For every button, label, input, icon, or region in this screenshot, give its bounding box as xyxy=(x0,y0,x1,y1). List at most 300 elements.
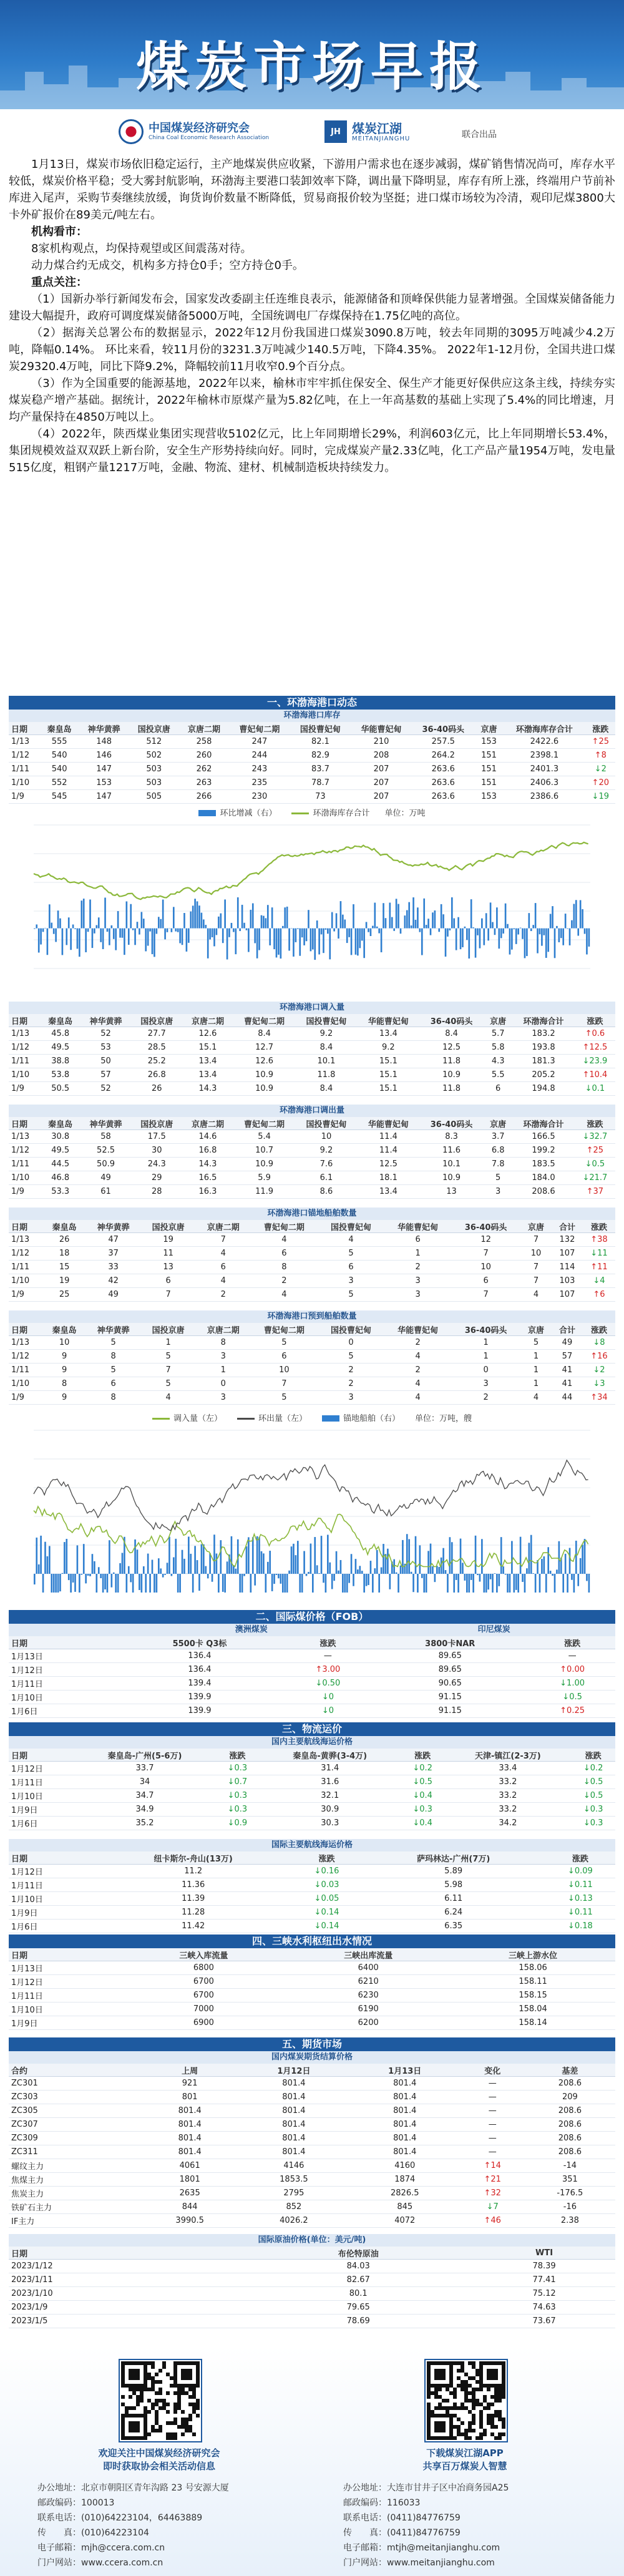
table-cell: 12.5 xyxy=(358,1158,419,1171)
bar-mark xyxy=(224,1574,226,1593)
table-row xyxy=(9,2287,615,2301)
bar-mark xyxy=(342,1574,344,1593)
table-cell: 2826.5 xyxy=(349,2187,461,2200)
table-row xyxy=(9,1892,615,1906)
table-cell: 208 xyxy=(351,749,412,763)
table-cell: 1 xyxy=(196,1364,251,1377)
table-cell: 12 xyxy=(451,1233,520,1247)
bar-mark xyxy=(325,929,327,930)
table-cell: 0 xyxy=(318,1336,384,1350)
table-cell: 1月13日 xyxy=(9,1961,121,1975)
table-cell: ↑37 xyxy=(575,1185,615,1199)
table-cell: 148 xyxy=(79,735,129,749)
column-header: 曹妃甸二期 xyxy=(233,1014,295,1027)
bar-mark xyxy=(383,1544,384,1574)
table-cell: 50.5 xyxy=(41,1082,80,1096)
table-cell: ↓0.50 xyxy=(285,1677,371,1690)
table-cell: 1/11 xyxy=(9,1261,43,1274)
table-cell: 1 xyxy=(384,1247,451,1261)
bar-mark xyxy=(134,1539,136,1574)
bar-mark xyxy=(331,912,333,929)
bar-mark xyxy=(57,1574,59,1593)
table-cell: 13 xyxy=(141,1261,196,1274)
bar-mark xyxy=(265,918,267,928)
bar-mark xyxy=(357,1569,359,1574)
bar-mark xyxy=(511,929,513,950)
table-cell: 12.7 xyxy=(233,1041,295,1055)
meitanjianghu-name-en: MEITANJIANGHU xyxy=(352,135,411,142)
table-row xyxy=(9,1817,615,1830)
bar-mark xyxy=(447,1574,449,1593)
table-cell: ↓0.09 xyxy=(545,1865,615,1878)
bar-mark xyxy=(179,929,181,944)
table-cell: 11.28 xyxy=(95,1906,291,1920)
column-header: 秦皇岛 xyxy=(41,1014,80,1027)
table-subtitle: 环渤海港口锚地船舶数量 xyxy=(9,1208,615,1220)
table-cell: 9.2 xyxy=(295,1027,357,1041)
bar-mark xyxy=(276,929,278,958)
table-row xyxy=(9,1130,615,1144)
table-row xyxy=(9,2104,615,2118)
column-header: 36-40码头 xyxy=(451,1220,520,1233)
table-cell: ↑0.00 xyxy=(529,1663,615,1677)
table-cell: 1月10日 xyxy=(9,1690,114,1704)
bar-mark xyxy=(308,1572,310,1574)
bar-mark xyxy=(85,1574,87,1583)
bar-mark xyxy=(353,904,354,929)
table-cell: ↓0.3 xyxy=(571,1817,615,1830)
bar-mark xyxy=(344,1574,346,1593)
table-cell: 10 xyxy=(295,1130,357,1144)
table-cell: 107 xyxy=(552,1288,583,1302)
bar-mark xyxy=(64,1542,66,1574)
bar-mark xyxy=(288,929,290,951)
bar-mark xyxy=(378,929,380,934)
table-cell: 153 xyxy=(475,735,503,749)
table-cell: 505 xyxy=(129,790,179,804)
contact-line: 办公地址：北京市朝阳区青年沟路 23 号安源大厦 xyxy=(37,2483,229,2493)
bar-mark xyxy=(152,1560,154,1574)
table-cell: 1/9 xyxy=(9,1391,43,1405)
table-row xyxy=(9,1364,615,1377)
table-cell: 208.6 xyxy=(512,1185,574,1199)
table-cell: 10.9 xyxy=(419,1068,484,1082)
inbound-block xyxy=(9,1002,615,1096)
table-cell: 49.5 xyxy=(41,1144,80,1158)
table-cell: 158.15 xyxy=(451,1989,615,2003)
table-cell: 焦煤主力 xyxy=(9,2173,141,2187)
table-cell: 6 xyxy=(451,1274,520,1288)
table-row xyxy=(9,1158,615,1171)
table-row xyxy=(9,1803,615,1817)
table-cell: 263 xyxy=(179,776,229,790)
table-row xyxy=(9,749,615,763)
bar-mark xyxy=(216,1553,218,1574)
table-cell: 2422.6 xyxy=(503,735,585,749)
table-cell: 1月6日 xyxy=(9,1920,95,1933)
bar-mark xyxy=(104,1574,106,1589)
table-cell: 2 xyxy=(251,1274,318,1288)
bar-mark xyxy=(57,910,59,928)
table-row xyxy=(9,2200,615,2214)
bar-mark xyxy=(312,929,314,950)
table-cell: 14.3 xyxy=(182,1158,233,1171)
bar-mark xyxy=(42,929,44,932)
meitanjianghu-name: 煤炭江湖 xyxy=(352,120,402,136)
bar-mark xyxy=(464,1574,466,1581)
bar-mark xyxy=(70,929,72,950)
bar-mark xyxy=(363,929,365,959)
bar-mark xyxy=(235,929,236,955)
bar-mark xyxy=(397,904,399,929)
bar-mark xyxy=(239,1574,241,1593)
bar-mark xyxy=(517,929,519,935)
column-header: 秦皇岛 xyxy=(43,1220,86,1233)
table-cell: — xyxy=(461,2104,525,2118)
table-row xyxy=(9,2145,615,2159)
bar-mark xyxy=(582,909,583,929)
table-cell: 38.8 xyxy=(41,1055,80,1068)
focus-item-1: （1）国新办举行新闻发布会，国家发改委副主任连维良表示，能源储备和顶峰保供能力显著增强。全国煤炭储备能力建设大幅提升，政府可调度煤炭储备5000万吨，全国统调电厂存煤保持在1.75亿吨的高位。 xyxy=(9,293,615,323)
bar-mark xyxy=(250,910,252,929)
bar-mark xyxy=(297,1541,299,1574)
bar-mark xyxy=(179,1574,181,1593)
bar-mark xyxy=(248,1537,250,1574)
table-cell: 801.4 xyxy=(141,2104,238,2118)
bar-mark xyxy=(316,920,318,929)
table-cell: — xyxy=(461,2077,525,2091)
table-header-row xyxy=(9,1220,615,1233)
column-header: 国投京唐 xyxy=(131,1117,182,1130)
bar-mark xyxy=(348,929,350,937)
table-cell: 91.15 xyxy=(371,1690,529,1704)
ccera-qr-code[interactable] xyxy=(119,2359,202,2442)
table-cell: 1月11日 xyxy=(9,1775,74,1789)
bar-mark xyxy=(243,923,245,929)
bar-mark xyxy=(109,929,110,945)
bar-mark xyxy=(453,919,455,929)
bar-mark xyxy=(263,916,265,929)
bar-mark xyxy=(554,1574,556,1593)
column-header: 神华黄骅 xyxy=(86,1220,141,1233)
bar-mark xyxy=(575,900,577,928)
bar-mark xyxy=(198,1574,200,1591)
table-cell: 1/12 xyxy=(9,1041,41,1055)
table-cell: 151 xyxy=(475,776,503,790)
column-header: 日期 xyxy=(9,1014,41,1027)
contact-line: 传 真：(0411)84776759 xyxy=(343,2528,461,2538)
bar-mark xyxy=(265,1574,267,1593)
bar-mark xyxy=(62,1573,64,1574)
bar-mark xyxy=(402,1540,404,1574)
table-cell: 181.3 xyxy=(512,1055,574,1068)
logo-bar xyxy=(0,109,624,153)
table-cell: 82.1 xyxy=(290,735,351,749)
table-cell: 33.2 xyxy=(444,1775,571,1789)
table-cell: 5.5 xyxy=(484,1068,512,1082)
column-header: 日期 xyxy=(9,1323,43,1336)
bar-mark xyxy=(509,929,511,955)
bar-mark xyxy=(449,1537,451,1574)
table-cell: 84.03 xyxy=(243,2260,473,2273)
bar-mark xyxy=(299,929,301,956)
table-cell: ↑6 xyxy=(583,1288,615,1302)
table-row xyxy=(9,2118,615,2132)
bar-mark xyxy=(278,929,280,955)
column-header: 1月13日 xyxy=(349,2064,461,2077)
table-cell: ↑12.5 xyxy=(575,1041,615,1055)
table-cell: 5 xyxy=(318,1350,384,1364)
table-cell: ↓0.5 xyxy=(529,1690,615,1704)
table-row xyxy=(9,1677,615,1690)
table-cell: 9.2 xyxy=(358,1041,419,1055)
table-cell: 6.1 xyxy=(295,1171,357,1185)
bar-mark xyxy=(269,929,271,945)
column-header: 京唐二期 xyxy=(182,1014,233,1027)
table-cell: 47 xyxy=(86,1233,141,1247)
column-header: 秦皇岛 xyxy=(41,1117,80,1130)
bar-mark xyxy=(51,923,52,929)
column-header: 国投曹妃甸 xyxy=(295,1014,357,1027)
table-cell: 4061 xyxy=(141,2159,238,2173)
bar-mark xyxy=(346,929,348,943)
bar-mark xyxy=(130,904,132,929)
table-cell: 30.3 xyxy=(260,1817,401,1830)
table-row xyxy=(9,1261,615,1274)
bar-mark xyxy=(122,929,124,938)
table-row xyxy=(9,2091,615,2104)
table-cell: 207 xyxy=(351,763,412,776)
table-cell: 4 xyxy=(520,1391,552,1405)
column-header: 华能曹妃甸 xyxy=(358,1014,419,1027)
table-cell: 9 xyxy=(43,1391,86,1405)
table-header-row xyxy=(9,2247,615,2260)
table-header-row xyxy=(9,1323,615,1336)
bar-mark xyxy=(301,1574,303,1593)
bar-mark xyxy=(462,929,464,947)
table-cell: 151 xyxy=(475,749,503,763)
table-row xyxy=(9,1391,615,1405)
bar-mark xyxy=(145,1574,147,1593)
table-header-row xyxy=(9,1749,615,1762)
section-heading-focus: 重点关注： xyxy=(31,276,87,289)
table-cell: 44.5 xyxy=(41,1158,80,1171)
table-row xyxy=(9,1975,615,1989)
table-cell: 3 xyxy=(451,1377,520,1391)
bar-mark xyxy=(329,929,331,960)
table-cell: 77.41 xyxy=(473,2273,615,2287)
table-cell: 263.6 xyxy=(412,763,475,776)
table-cell: 4 xyxy=(141,1391,196,1405)
table-cell: 1月11日 xyxy=(9,1677,114,1690)
table-cell: 10.1 xyxy=(419,1158,484,1171)
table-cell: 208.6 xyxy=(525,2132,615,2145)
table-cell: 89.65 xyxy=(371,1663,529,1677)
table-row xyxy=(9,2132,615,2145)
table-cell: 1月10日 xyxy=(9,2003,121,2016)
anchor-table xyxy=(9,1220,615,1302)
table-cell: 5 xyxy=(86,1364,141,1377)
bar-mark xyxy=(38,1564,40,1574)
bar-mark xyxy=(171,1574,173,1576)
bar-mark xyxy=(308,910,310,928)
table-cell: 209 xyxy=(525,2091,615,2104)
bar-mark xyxy=(141,912,143,928)
column-header: 京唐二期 xyxy=(179,722,229,735)
table-cell: IF主力 xyxy=(9,2214,141,2228)
bar-mark xyxy=(102,929,104,949)
section-futures xyxy=(9,2037,615,2328)
table-cell: 139.4 xyxy=(114,1677,285,1690)
bar-mark xyxy=(396,1573,397,1574)
table-cell: 512 xyxy=(129,735,179,749)
column-header: 变化 xyxy=(461,2064,525,2077)
table-cell: 82.67 xyxy=(243,2273,473,2287)
table-cell: ZC309 xyxy=(9,2132,141,2145)
bar-mark xyxy=(500,1537,502,1574)
table-cell: 19 xyxy=(43,1274,86,1288)
column-header: 秦皇岛-黄骅(3-4万) xyxy=(260,1749,401,1762)
table-cell: 147 xyxy=(79,790,129,804)
table-header-row xyxy=(9,2064,615,2077)
bar-mark xyxy=(258,929,260,950)
bar-mark xyxy=(36,924,37,928)
table-cell: 1/12 xyxy=(9,1247,43,1261)
contact-line: 电子邮箱：mtjh@meitanjianghu.com xyxy=(343,2543,500,2553)
bar-mark xyxy=(556,1569,558,1574)
bar-mark xyxy=(547,929,549,952)
bar-mark xyxy=(117,1574,119,1593)
bar-mark xyxy=(47,929,49,955)
bar-mark xyxy=(400,1566,402,1574)
table-cell: 49.5 xyxy=(41,1041,80,1055)
legend-out: 环出量（左） xyxy=(237,1412,307,1423)
bar-mark xyxy=(374,1568,376,1574)
bar-mark xyxy=(406,910,408,929)
table-cell: 1 xyxy=(520,1364,552,1377)
table-cell: 11.6 xyxy=(419,1144,484,1158)
bar-mark xyxy=(539,929,541,935)
app-qr-code[interactable] xyxy=(424,2359,508,2442)
table-cell: 7 xyxy=(251,1377,318,1391)
table-cell: 6700 xyxy=(121,1989,286,2003)
table-cell: 15 xyxy=(43,1261,86,1274)
bar-mark xyxy=(89,899,91,928)
contact-line: 联系电话：(010)64223104，64463889 xyxy=(37,2513,203,2523)
bar-mark xyxy=(205,1566,207,1574)
bar-mark xyxy=(513,1574,515,1593)
table-cell: 4146 xyxy=(238,2159,349,2173)
bar-mark xyxy=(318,929,320,955)
bar-mark xyxy=(167,1563,168,1574)
bar-mark xyxy=(411,925,412,929)
table-cell: 7 xyxy=(520,1261,552,1274)
header-banner xyxy=(0,0,624,109)
table-row xyxy=(9,1336,615,1350)
bar-mark xyxy=(117,911,119,929)
bar-mark xyxy=(323,1574,324,1583)
table-cell: 34 xyxy=(74,1775,215,1789)
bar-mark xyxy=(237,897,239,929)
table-cell: 1/12 xyxy=(9,749,40,763)
column-header: 合约 xyxy=(9,2064,141,2077)
bar-mark xyxy=(412,1574,414,1592)
bar-mark xyxy=(423,899,425,929)
bar-mark xyxy=(201,1544,203,1574)
table-cell: ZC303 xyxy=(9,2091,141,2104)
table-cell: 6.8 xyxy=(484,1144,512,1158)
table-cell: 2635 xyxy=(141,2187,238,2200)
inbound-table xyxy=(9,1014,615,1096)
bar-mark xyxy=(490,1574,492,1579)
table-cell: 1月11日 xyxy=(9,1989,121,2003)
column-header: 涨跌 xyxy=(583,1323,615,1336)
table-row xyxy=(9,2214,615,2228)
bar-mark xyxy=(558,1541,560,1574)
table-cell: 153 xyxy=(79,776,129,790)
table-cell: ↓0.3 xyxy=(571,1803,615,1817)
table-row xyxy=(9,1865,615,1878)
table-cell: 801.4 xyxy=(238,2132,349,2145)
table-cell: 90.65 xyxy=(371,1677,529,1690)
bar-mark xyxy=(70,1574,72,1593)
bar-mark xyxy=(321,929,323,935)
table-cell: ↓0.16 xyxy=(291,1865,361,1878)
inventory-chart-svg xyxy=(9,819,615,987)
bar-mark xyxy=(573,1574,575,1593)
table-cell: 7000 xyxy=(121,2003,286,2016)
column-header: 京唐 xyxy=(475,722,503,735)
bar-mark xyxy=(472,1574,474,1593)
bar-mark xyxy=(295,929,297,942)
bar-mark xyxy=(310,1544,312,1574)
bar-mark xyxy=(306,929,308,942)
table-cell: 3 xyxy=(484,1185,512,1199)
table-cell: 8.3 xyxy=(419,1130,484,1144)
table-row xyxy=(9,1704,615,1718)
table-row xyxy=(9,2315,615,2328)
bar-mark xyxy=(113,1573,115,1574)
table-cell: 35.2 xyxy=(74,1817,215,1830)
column-header: 秦皇岛-广州(5-6万) xyxy=(74,1749,215,1762)
bar-mark xyxy=(85,929,87,952)
table-cell: 1/11 xyxy=(9,1158,41,1171)
table-cell: 1月12日 xyxy=(9,1663,114,1677)
table-cell: 107 xyxy=(552,1247,583,1261)
table-row xyxy=(9,1961,615,1975)
table-row xyxy=(9,1274,615,1288)
table-cell: 3 xyxy=(318,1391,384,1405)
table-cell: 8 xyxy=(86,1391,141,1405)
table-cell: 208.6 xyxy=(525,2145,615,2159)
table-cell: 73.67 xyxy=(473,2315,615,2328)
flow-chart-svg xyxy=(9,1424,615,1593)
column-header: 涨跌 xyxy=(545,1852,615,1865)
bar-mark xyxy=(374,903,376,929)
table-cell: 10 xyxy=(251,1364,318,1377)
table-cell: 螺纹主力 xyxy=(9,2159,141,2173)
bar-mark xyxy=(156,929,158,934)
section-title: 三、物流运价 xyxy=(9,1722,615,1736)
bar-mark xyxy=(261,1551,263,1574)
table-row xyxy=(9,2159,615,2173)
bar-mark xyxy=(143,919,145,928)
column-header: 京唐二期 xyxy=(196,1323,251,1336)
table-subtitle: 国内主要航线海运价格 xyxy=(9,1736,615,1749)
column-header: 环渤海库存合计 xyxy=(503,722,585,735)
bar-mark xyxy=(207,1574,209,1578)
bar-mark xyxy=(438,929,440,932)
